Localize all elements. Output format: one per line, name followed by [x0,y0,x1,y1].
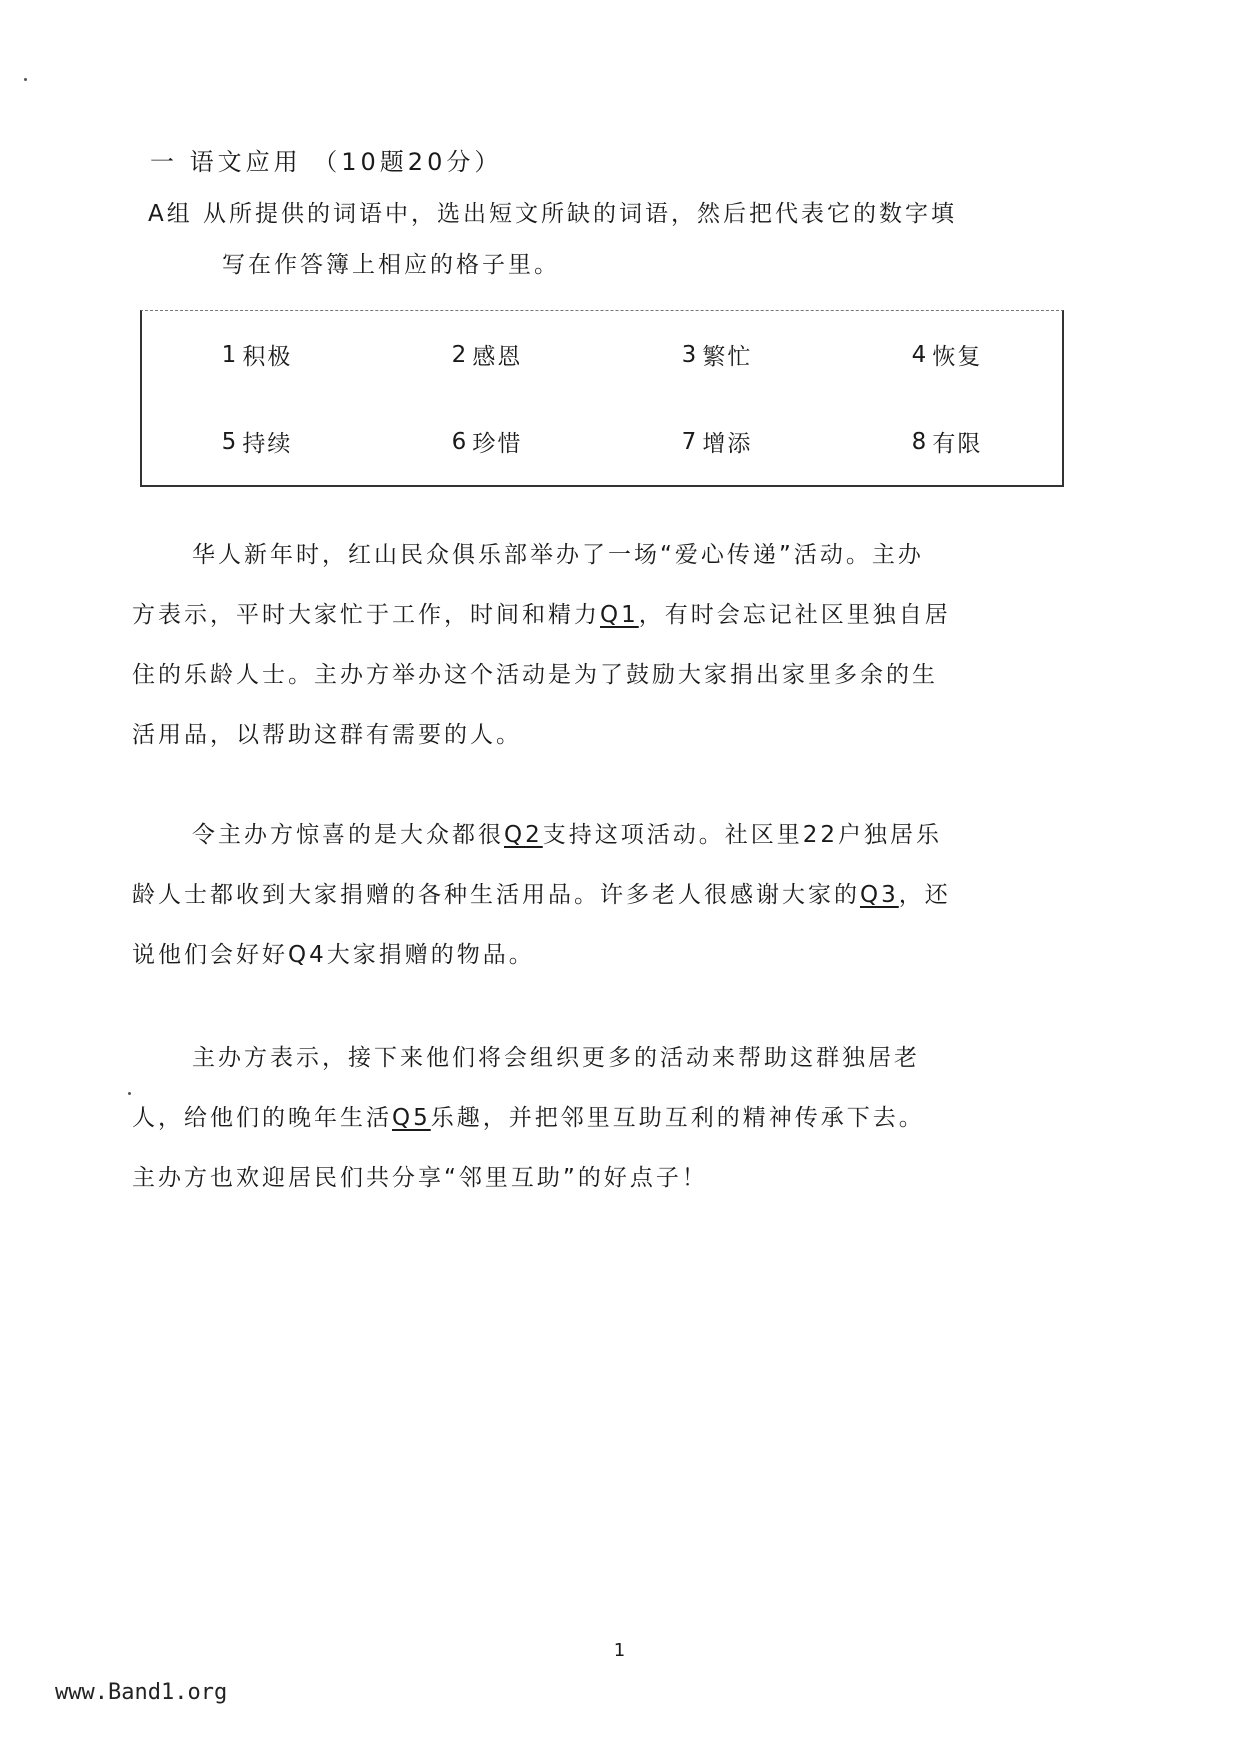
passage-paragraph-1 [132,525,1052,765]
scan-speck [128,1092,131,1095]
blank-q2: Q2 [504,822,543,848]
instruction-line: 写在作答簿上相应的格子里。 [222,252,560,278]
passage-line: 活用品，以帮助这群有需要的人。 [132,722,522,748]
section-title: 一 语文应用 （10题20分） [150,148,503,176]
passage-paragraph-2 [132,805,1052,985]
word-option: 5 持续 [221,428,293,457]
blank-q3: Q3 [860,882,899,908]
passage-paragraph-3 [132,1028,1052,1208]
word-option: 3 繁忙 [681,341,753,370]
passage-line: 华人新年时，红山民众俱乐部举办了一场“爱心传递”活动。主办 [192,542,924,568]
word-option: 6 珍惜 [451,428,523,457]
scan-speck [24,78,27,81]
passage-line: 说他们会好好Q4大家捐赠的物品。 [132,942,535,968]
blank-q1: Q1 [600,602,639,628]
passage-line: 令主办方惊喜的是大众都很Q2支持这项活动。社区里22户独居乐 [192,822,943,848]
page-number: 1 [613,1640,626,1661]
passage-line: 方表示，平时大家忙于工作，时间和精力Q1，有时会忘记社区里独自居 [132,602,951,628]
word-option: 8 有限 [911,428,983,457]
instruction-line: A组 从所提供的词语中，选出短文所缺的词语，然后把代表它的数字填 [148,201,958,227]
word-bank-grid [142,311,1062,485]
blank-q5: Q5 [392,1105,431,1131]
word-option: 7 增添 [681,428,753,457]
word-option: 4 恢复 [911,341,983,370]
passage-line: 住的乐龄人士。主办方举办这个活动是为了鼓励大家捐出家里多余的生 [132,662,938,688]
word-option: 1 积极 [221,341,293,370]
instruction [148,195,1078,279]
site-watermark: www.Band1.org [55,1680,228,1705]
word-option: 2 感恩 [451,341,523,370]
passage-line: 主办方表示，接下来他们将会组织更多的活动来帮助这群独居老 [192,1045,920,1071]
passage-line: 人，给他们的晚年生活Q5乐趣，并把邻里互助互利的精神传承下去。 [132,1105,925,1131]
passage-line: 主办方也欢迎居民们共分享“邻里互助”的好点子！ [132,1165,708,1191]
passage-line: 龄人士都收到大家捐赠的各种生活用品。许多老人很感谢大家的Q3，还 [132,882,951,908]
word-bank-box [140,310,1064,487]
